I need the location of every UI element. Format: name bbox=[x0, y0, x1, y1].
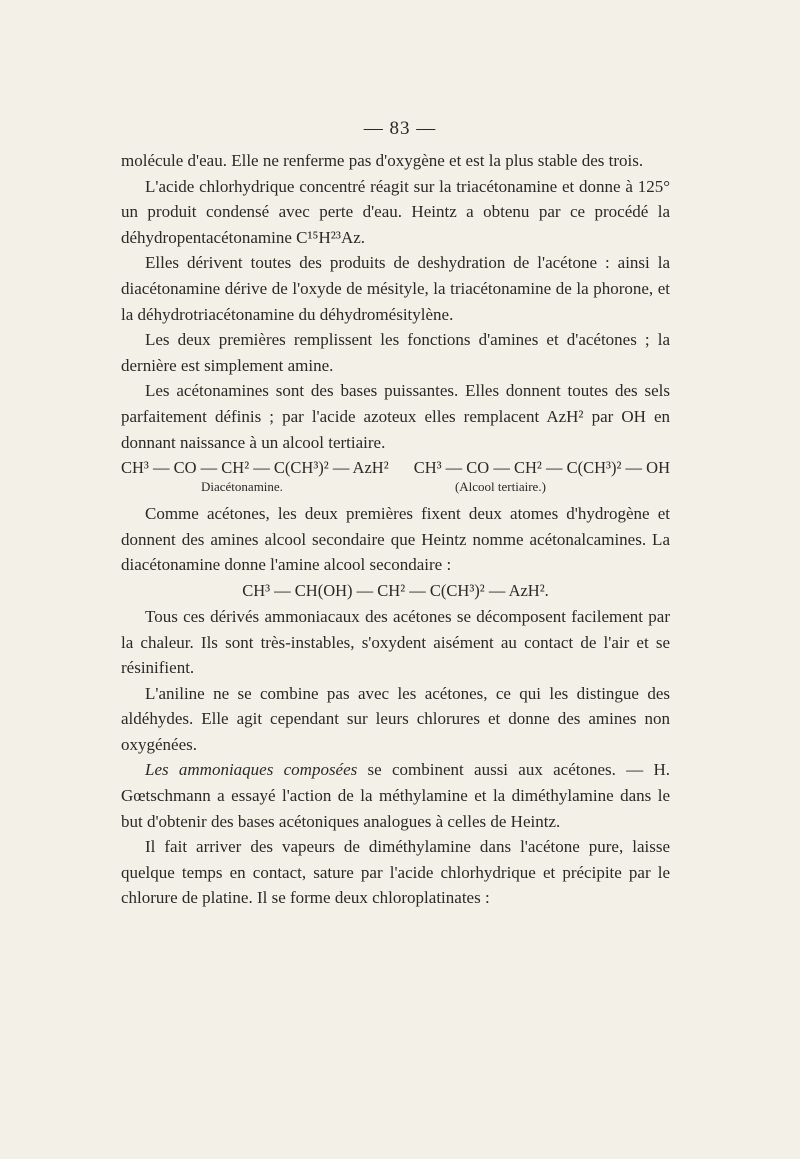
page-body bbox=[121, 148, 670, 911]
paragraph-2: L'acide chlorhydrique concentré réagit sur la triacétonamine et donne à 125° un produit condensé avec perte d'eau. Heintz a obtenu par ce procédé la déhydropentacétonamine C¹⁵H²³Az. bbox=[121, 176, 670, 247]
formula-tertiary-alcohol: CH³ — CO — CH² — C(CH³)² — OH bbox=[413, 458, 670, 478]
italic-phrase: Les ammoniaques composées bbox=[145, 760, 358, 780]
paragraph-4: Les deux premières remplissent les fonctions d'amines et d'acétones ; la dernière est simplement amine. bbox=[121, 330, 670, 375]
paragraph-10: Il fait arriver des vapeurs de diméthylamine dans l'acétone pure, laisse quelque temps en contact, sature par l'acide chlorhydrique et précipite par le chlorure de platine. Il se forme deux chloroplatinates : bbox=[121, 837, 670, 908]
paragraph-9-text: se combinent aussi aux acétones. — H. Gœtschmann a essayé l'action de la méthylamine et la diméthylamine dans le but d'obtenir des bases acétoniques analogues à celles de Heintz. bbox=[121, 760, 670, 831]
paragraph-3: Elles dérivent toutes des produits de deshydration de l'acétone : ainsi la diacétonamine dérive de l'oxyde de mésityle, la triacétonamine de la phorone, et la déhydrotriacétonamine du déhydromésitylène. bbox=[121, 253, 670, 324]
paragraph-1: molécule d'eau. Elle ne renferme pas d'oxygène et est la plus stable des trois. bbox=[121, 151, 644, 170]
formula-diacetonamine: CH³ — CO — CH² — C(CH³)² — AzH² bbox=[121, 458, 389, 478]
formula-row bbox=[121, 457, 670, 479]
page-number: — 83 — bbox=[363, 118, 437, 139]
paragraph-8: L'aniline ne se combine pas avec les acétones, ce qui les distingue des aldéhydes. Elle agit cependant sur leurs chlorures et donne des amines non oxygénées. bbox=[121, 683, 670, 754]
paragraph-6: Comme acétones, les deux premières fixent deux atomes d'hydrogène et donnent des amines alcool secondaire que Heintz nomme acétonalcamines. La diacétonamine donne l'amine alcool secondaire : bbox=[121, 504, 670, 575]
paragraph-9 bbox=[121, 757, 670, 834]
caption-diacetonamine: Diacétonamine. bbox=[201, 479, 283, 495]
formula-secondary-amine-alcohol: CH³ — CH(OH) — CH² — C(CH³)² — AzH². bbox=[242, 580, 549, 600]
paragraph-5: Les acétonamines sont des bases puissantes. Elles donnent toutes des sels parfaitement définis ; par l'acide azoteux elles remplacent AzH² par OH en donnant naissance à un alcool tertiaire. bbox=[121, 381, 670, 452]
paragraph-7: Tous ces dérivés ammoniacaux des acétones se décomposent facilement par la chaleur. Ils sont très-instables, s'oxydent aisément au contact de l'air et se résinifient. bbox=[121, 606, 670, 678]
formula-captions bbox=[121, 479, 670, 495]
caption-tertiary-alcohol: (Alcool tertiaire.) bbox=[454, 479, 546, 495]
